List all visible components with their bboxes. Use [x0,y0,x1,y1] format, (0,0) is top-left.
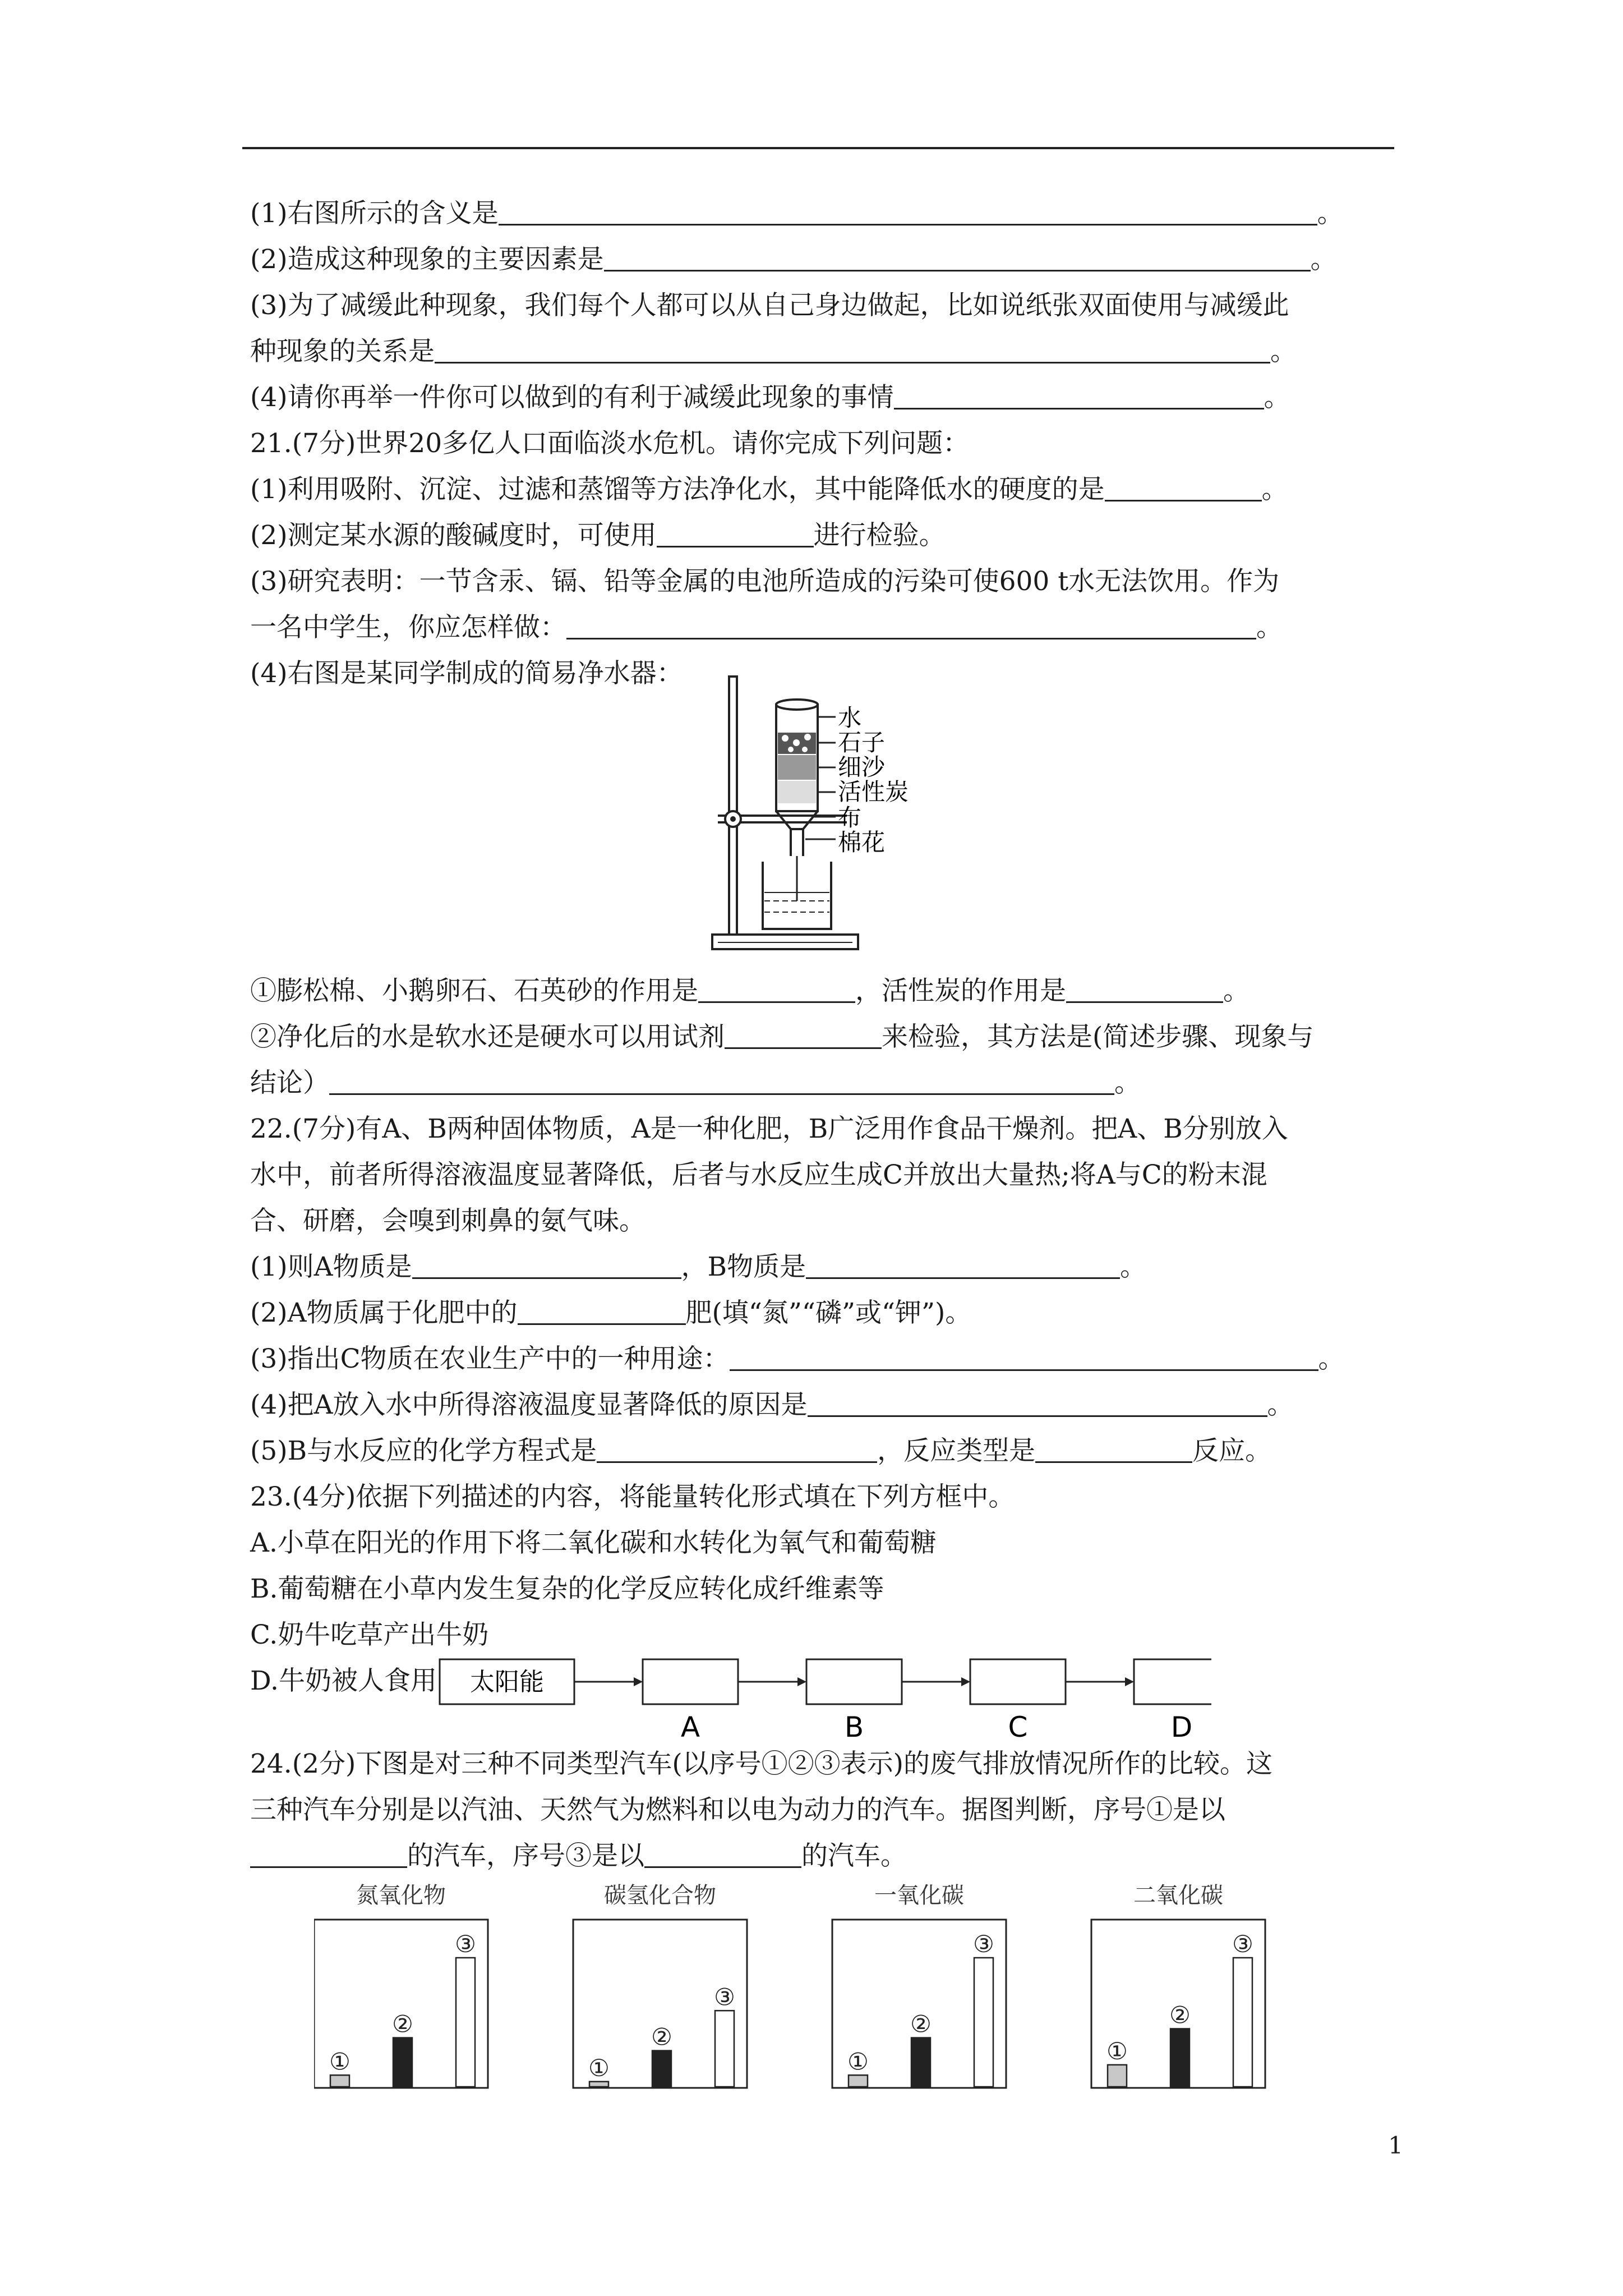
filter-label: 石子 [838,729,886,756]
energy-box-label: D [1170,1711,1193,1743]
chart-title: 碳氢化合物 [604,1883,716,1908]
answer-blank[interactable] [1066,977,1223,1003]
line-text: ，B物质是 [681,1251,806,1282]
answer-blank[interactable] [329,1069,1114,1095]
text-line [250,1612,1405,1658]
line-text: ，活性炭的作用是 [855,976,1066,1006]
line-text: 种现象的关系是 [250,336,435,367]
line-text: D.牛奶被人食用 [250,1665,437,1696]
text-line [250,1520,1405,1566]
text-line [250,1290,1405,1336]
line-text: 。 [1264,382,1290,413]
line-text: 三种汽车分别是以汽油、天然气为燃料和以电为动力的汽车。据图判断，序号①是以 [250,1795,1225,1825]
line-text: 结论） [250,1068,329,1098]
energy-box-label: C [1008,1711,1028,1743]
line-text: (2)造成这种现象的主要因素是 [250,244,604,275]
line-text: 23.(4分)依据下列描述的内容，将能量转化形式填在下列方框中。 [250,1481,1015,1512]
filter-label: 水 [838,704,862,731]
energy-flow-diagram [437,1654,1211,1743]
line-text: (5)B与水反应的化学方程式是 [250,1435,597,1466]
answer-blank[interactable] [657,521,814,547]
chart-bar [652,2051,671,2087]
answer-blank[interactable] [806,1253,1120,1279]
line-text: 的汽车，序号③是以 [407,1841,644,1871]
text-line [250,1244,1405,1290]
answer-blank[interactable] [808,1391,1267,1417]
text-line [250,513,1405,559]
text-line [250,1198,1405,1244]
arrow-head [961,1677,970,1686]
text-line [250,1741,1405,1787]
text-line [250,1428,1405,1474]
bar-label: ① [847,2047,869,2076]
chart-bar [715,2010,734,2087]
arrow-head [634,1677,643,1686]
line-text: (3)研究表明：一节含汞、镉、铅等金属的电池所造成的污染可使600 t水无法饮用。作为 [250,566,1280,597]
text-line [250,1787,1405,1833]
text-line [250,467,1405,513]
answer-blank[interactable] [499,199,1317,226]
line-text: 。 [1114,1068,1141,1098]
line-text: (1)则A物质是 [250,1251,412,1282]
text-line [250,283,1405,329]
line-text: (1)右图所示的含义是 [250,198,499,229]
chart-bar [911,2038,930,2087]
text-line [250,329,1405,375]
text-line [250,1014,1405,1060]
answer-blank[interactable] [250,1842,407,1868]
text-line [250,968,1405,1014]
answer-blank[interactable] [435,337,1270,364]
line-text: (1)利用吸附、沉淀、过滤和蒸馏等方法净化水，其中能降低水的硬度的是 [250,474,1105,505]
energy-answer-box[interactable] [1134,1659,1211,1704]
text-line [250,1474,1405,1520]
line-text: 一名中学生，你应怎样做： [250,612,566,643]
chart-bar [456,1958,475,2087]
text-line [250,191,1405,237]
bar-label: ③ [1232,1930,1253,1958]
header-rule [242,147,1394,149]
line-text: ①膨松棉、小鹅卵石、石英砂的作用是 [250,976,698,1006]
line-text: 。 [1267,1389,1294,1420]
text-line [250,1152,1405,1198]
line-text: A.小草在阳光的作用下将二氧化碳和水转化为氧气和葡萄糖 [250,1527,937,1558]
energy-answer-box[interactable] [970,1659,1066,1704]
page-number: 1 [1388,2132,1403,2159]
text-line [250,1336,1405,1382]
line-text: 。 [1256,612,1283,643]
arrow-head [797,1677,806,1686]
chart-title: 二氧化碳 [1133,1883,1223,1908]
emission-charts [314,1879,1335,2098]
bar-label: ③ [455,1930,476,1958]
answer-blank[interactable] [597,1437,877,1463]
line-text: 。 [1120,1251,1147,1282]
stand-rod [729,677,737,935]
arrow-head [1125,1677,1134,1686]
chart-bar [1170,2029,1189,2087]
chart-bar [330,2075,349,2087]
line-text: B.葡萄糖在小草内发生复杂的化学反应转化成纤维素等 [250,1573,884,1604]
line-text: (4)请你再举一件你可以做到的有利于减缓此现象的事情 [250,382,894,413]
filter-label: 活性炭 [838,778,909,806]
line-text: 来检验，其方法是(简述步骤、现象与 [882,1022,1314,1052]
line-text: 24.(2分)下图是对三种不同类型汽车(以序号①②③表示)的废气排放情况所作的比较。这 [250,1749,1272,1779]
line-text: 的汽车。 [801,1841,907,1871]
text-line [250,605,1405,651]
line-text: (3)指出C物质在农业生产中的一种用途： [250,1343,730,1374]
chart-bar [1233,1958,1252,2087]
text-line [250,375,1405,421]
answer-blank[interactable] [518,1299,686,1325]
question-text-block-3 [250,1741,1405,1879]
text-line [250,1060,1405,1106]
chart-bar [849,2075,868,2087]
answer-blank[interactable] [566,613,1256,639]
water-filter-figure [701,671,970,968]
filter-label: 布 [838,804,862,831]
line-text: 反应。 [1192,1435,1272,1466]
line-text: (4)右图是某同学制成的简易净水器： [250,658,683,689]
text-line [250,1106,1405,1152]
bar-label: ② [1169,2001,1191,2029]
answer-blank[interactable] [698,977,855,1003]
line-text: (2)测定某水源的酸碱度时，可使用 [250,520,657,551]
line-text: 。 [1270,336,1297,367]
bar-label: ① [1106,2037,1128,2065]
filter-label: 细沙 [838,753,886,781]
chart-title: 氮氧化物 [356,1883,446,1908]
energy-box-label: A [680,1711,700,1743]
line-text: 肥(填“氮”“磷”或“钾”)。 [685,1297,972,1328]
chart-bar [1108,2065,1127,2087]
chart-bar [589,2082,608,2087]
line-text: 。 [1317,198,1344,229]
text-line [250,237,1405,283]
text-line [250,421,1405,467]
text-line [250,1566,1405,1612]
bar-label: ② [651,2023,672,2051]
line-text: 。 [1318,1343,1345,1374]
answer-blank[interactable] [730,1345,1318,1371]
line-text: C.奶牛吃草产出牛奶 [250,1619,489,1650]
text-line [250,559,1405,605]
line-text: 合、研磨，会嗅到刺鼻的氨气味。 [250,1205,645,1236]
answer-blank[interactable] [644,1842,801,1868]
bar-label: ③ [973,1930,994,1958]
chart-bar [393,2038,412,2087]
bar-label: ② [910,2010,932,2038]
energy-start-label: 太阳能 [470,1668,544,1696]
bar-label: ② [392,2010,413,2038]
energy-box-label: B [844,1711,864,1743]
answer-blank[interactable] [1035,1437,1192,1463]
line-text: 。 [1310,244,1337,275]
line-text: 21.(7分)世界20多亿人口面临淡水危机。请你完成下列问题： [250,428,970,459]
filter-label: 棉花 [838,829,886,856]
question-text-block-1 [250,191,1405,697]
text-line [250,1833,1405,1879]
line-text: 。 [1223,976,1249,1006]
bar-label: ③ [714,1983,735,2011]
line-text: 。 [1261,474,1288,505]
line-text: 22.(7分)有A、B两种固体物质，A是一种化肥，B广泛用作食品干燥剂。把A、B分别放入 [250,1114,1288,1144]
energy-answer-box[interactable] [643,1659,738,1704]
chart-title: 一氧化碳 [874,1883,964,1908]
answer-blank[interactable] [1105,475,1262,501]
line-text: ②净化后的水是软水还是硬水可以用试剂 [250,1022,725,1052]
answer-blank[interactable] [412,1253,681,1279]
question-text-block-2 [250,968,1405,1704]
line-text: 进行检验。 [813,520,946,551]
text-line [250,1382,1405,1428]
answer-blank[interactable] [894,383,1264,409]
energy-answer-box[interactable] [806,1659,902,1704]
line-text: 水中，前者所得溶液温度显著降低，后者与水反应生成C并放出大量热;将A与C的粉末混 [250,1159,1267,1190]
line-text: (2)A物质属于化肥中的 [250,1297,518,1328]
bar-label: ① [588,2054,610,2082]
chart-bar [974,1958,993,2087]
bar-label: ① [329,2047,351,2076]
answer-blank[interactable] [604,245,1311,272]
line-text: (4)把A放入水中所得溶液温度显著降低的原因是 [250,1389,808,1420]
line-text: (3)为了减缓此种现象，我们每个人都可以从自己身边做起，比如说纸张双面使用与减缓此 [250,290,1289,321]
answer-blank[interactable] [725,1023,882,1049]
line-text: ，反应类型是 [877,1435,1036,1466]
